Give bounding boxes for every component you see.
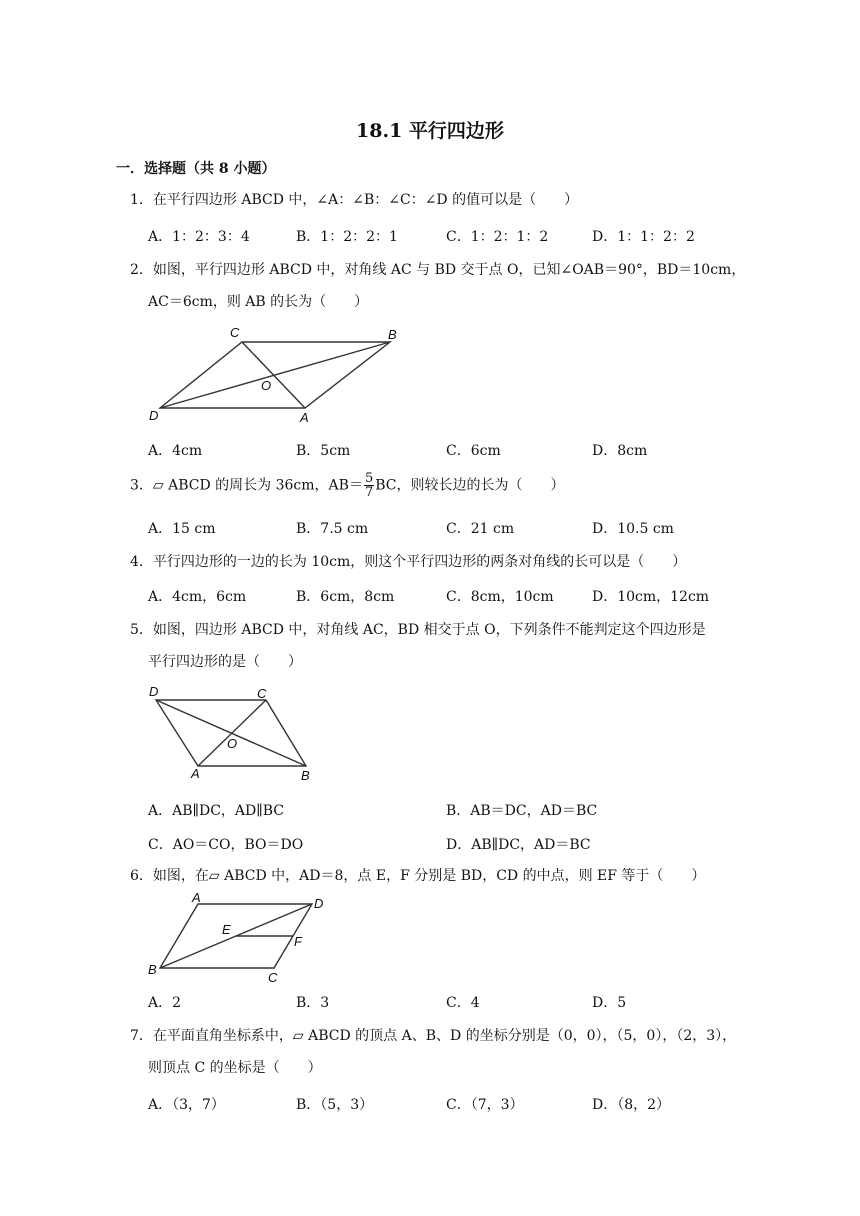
q3-option-c: C．21 cm bbox=[446, 521, 515, 537]
q2-option-b: B．5cm bbox=[296, 443, 351, 459]
q4-option-a: A．4cm，6cm bbox=[148, 589, 247, 605]
q6-label-f: F bbox=[294, 934, 302, 949]
q6-parallelogram-figure bbox=[140, 890, 340, 986]
q6-label-d: D bbox=[314, 896, 324, 911]
q3-text-before: 3．▱ ABCD 的周长为 36cm，AB＝ bbox=[130, 477, 363, 494]
q3-option-d: D．10.5 cm bbox=[592, 521, 674, 537]
q2-label-c: C bbox=[230, 325, 240, 340]
q4-option-d: D．10cm，12cm bbox=[592, 589, 710, 605]
q1-option-d: D．1：1：2：2 bbox=[592, 229, 695, 245]
q5-label-a: A bbox=[191, 766, 200, 781]
q6-option-c: C．4 bbox=[446, 995, 480, 1011]
q2-label-d: D bbox=[149, 408, 159, 423]
q7-option-b: B．（5，3） bbox=[296, 1097, 374, 1113]
q1-option-c: C．1：2：1：2 bbox=[446, 229, 549, 245]
question-2-line2: AC＝6cm，则 AB 的长为（ ） bbox=[148, 294, 369, 310]
question-5-line2: 平行四边形的是（ ） bbox=[148, 654, 302, 670]
q1-option-a: A．1：2：3：4 bbox=[148, 229, 250, 245]
q6-label-b: B bbox=[148, 962, 157, 977]
question-5-line1: 5．如图，四边形 ABCD 中，对角线 AC，BD 相交于点 O，下列条件不能判定这个四边形是 bbox=[130, 622, 706, 638]
q3-option-a: A．15 cm bbox=[148, 521, 216, 537]
question-2-line1: 2．如图，平行四边形 ABCD 中，对角线 AC 与 BD 交于点 O，已知∠OAB＝90°，BD＝10cm， bbox=[130, 262, 746, 278]
q5-diagonal-ac bbox=[198, 700, 266, 766]
q5-label-d: D bbox=[149, 684, 159, 699]
q2-label-a: A bbox=[300, 410, 309, 425]
q3-fraction-numerator: 5 bbox=[364, 471, 374, 486]
q7-option-c: C．（7，3） bbox=[446, 1097, 524, 1113]
q6-label-e: E bbox=[222, 922, 231, 937]
q1-option-b: B．1：2：2：1 bbox=[296, 229, 398, 245]
q5-option-d: D．AB∥DC，AD＝BC bbox=[446, 837, 591, 853]
q5-label-b: B bbox=[301, 768, 310, 782]
q3-text-after: BC，则较长边的长为（ ） bbox=[375, 477, 565, 494]
question-4-text: 4．平行四边形的一边的长为 10cm，则这个平行四边形的两条对角线的长可以是（ ） bbox=[130, 554, 687, 570]
q5-label-c: C bbox=[257, 686, 267, 701]
q5-option-a: A．AB∥DC，AD∥BC bbox=[148, 803, 284, 819]
q2-diagonal-db bbox=[160, 342, 390, 408]
q7-option-a: A．（3，7） bbox=[148, 1097, 225, 1113]
question-7-line1: 7．在平面直角坐标系中，▱ ABCD 的顶点 A、B、D 的坐标分别是（0，0），（5，0），（2，3）， bbox=[130, 1028, 737, 1044]
q2-label-o: O bbox=[261, 378, 272, 393]
q2-option-c: C．6cm bbox=[446, 443, 501, 459]
q4-option-b: B．6cm，8cm bbox=[296, 589, 395, 605]
q2-parallelogram-figure bbox=[140, 322, 410, 427]
question-7-line2: 则顶点 C 的坐标是（ ） bbox=[148, 1060, 322, 1076]
q2-option-a: A．4cm bbox=[148, 443, 203, 459]
question-1-text: 1．在平行四边形 ABCD 中，∠A：∠B：∠C：∠D 的值可以是（ ） bbox=[130, 192, 579, 208]
q4-option-c: C．8cm，10cm bbox=[446, 589, 554, 605]
question-6-text: 6．如图，在▱ ABCD 中，AD＝8，点 E，F 分别是 BD，CD 的中点，则 EF 等于（ ） bbox=[130, 868, 706, 884]
q5-option-b: B．AB＝DC，AD＝BC bbox=[446, 803, 598, 819]
q3-fraction-denominator: 7 bbox=[364, 485, 374, 500]
q5-option-c: C．AO＝CO，BO＝DO bbox=[148, 837, 304, 853]
q6-option-d: D．5 bbox=[592, 995, 627, 1011]
q6-option-b: B．3 bbox=[296, 995, 330, 1011]
q6-label-c: C bbox=[268, 970, 278, 985]
q7-option-d: D．（8，2） bbox=[592, 1097, 671, 1113]
q6-option-a: A．2 bbox=[148, 995, 182, 1011]
q5-label-o: O bbox=[227, 736, 238, 751]
q5-quadrilateral-figure bbox=[140, 682, 330, 782]
q2-option-d: D．8cm bbox=[592, 443, 648, 459]
q3-fraction bbox=[364, 472, 374, 499]
q3-option-b: B．7.5 cm bbox=[296, 521, 369, 537]
question-3-text bbox=[130, 472, 565, 499]
q6-label-a: A bbox=[192, 890, 201, 905]
page-title: 18.1 平行四边形 bbox=[356, 120, 504, 142]
q2-label-b: B bbox=[388, 327, 397, 342]
section-heading: 一．选择题（共 8 小题） bbox=[116, 161, 276, 177]
